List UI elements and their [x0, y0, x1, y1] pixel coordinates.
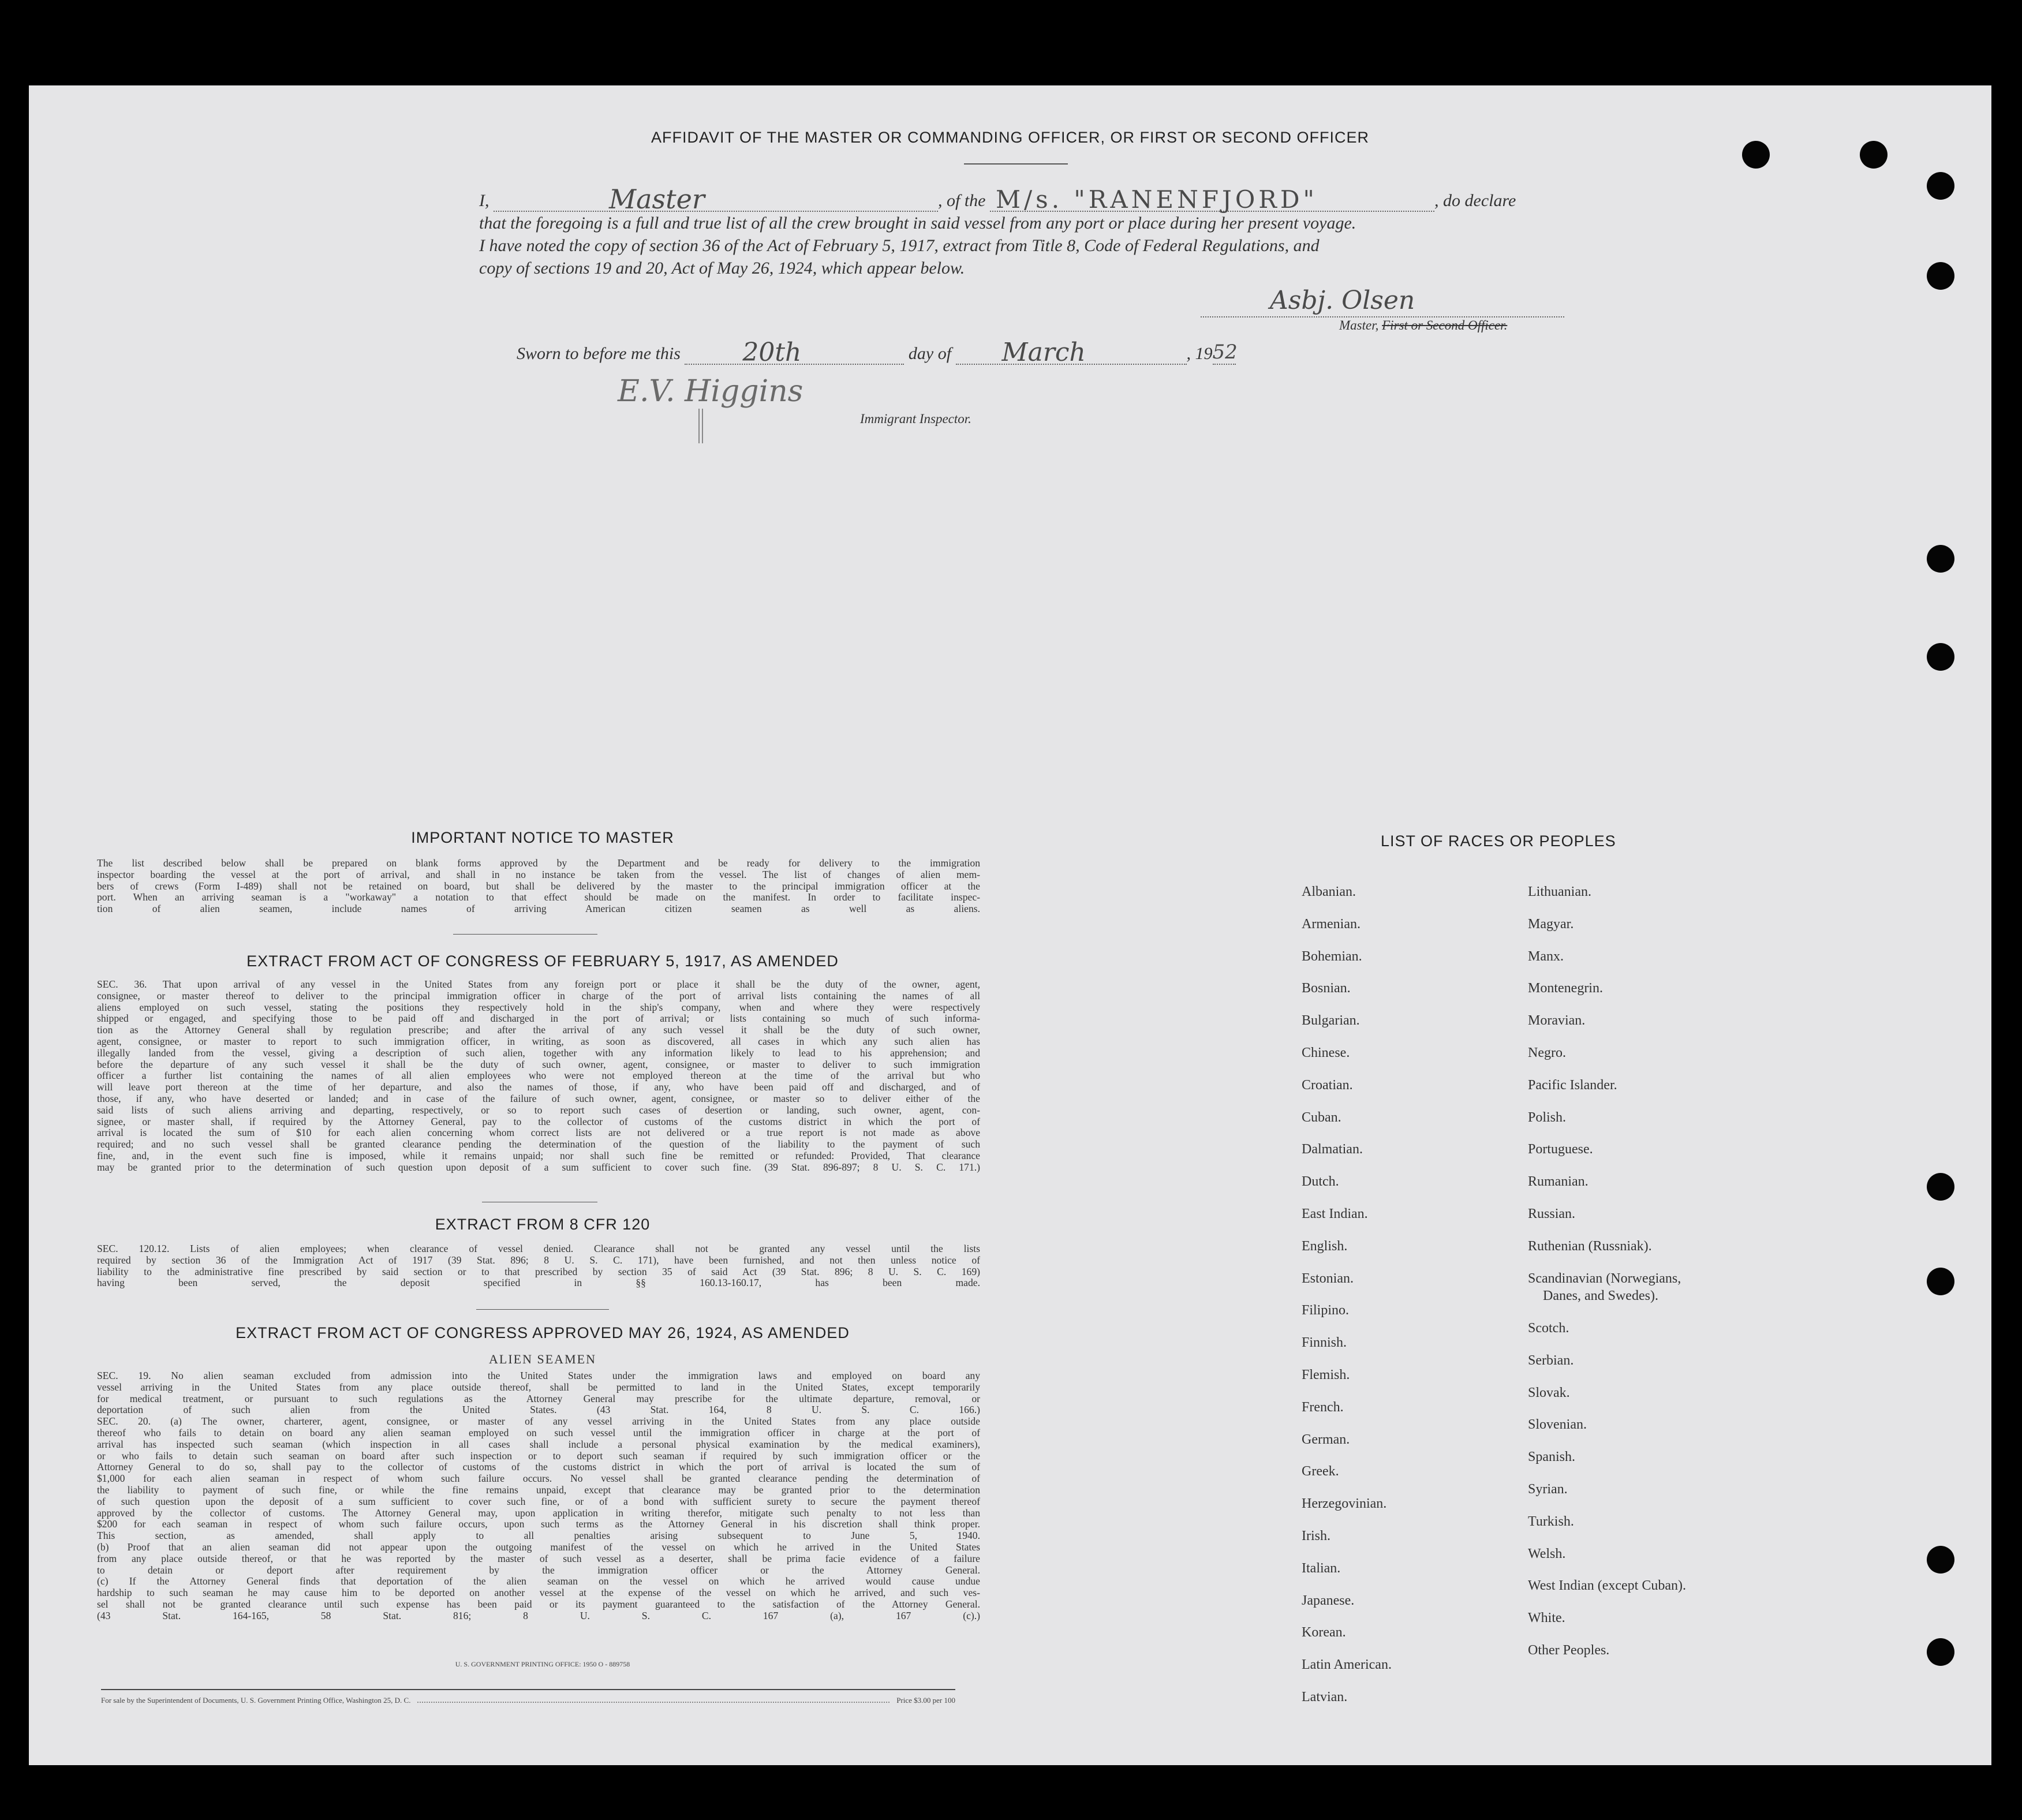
act1924-line: hardship to such seaman he may cause him to be deported on another vessel at the expense of the vessel on which he arrived, and such ves- [97, 1587, 980, 1599]
race-item: Danes, and Swedes). [1543, 1288, 1658, 1304]
race-item: Scandinavian (Norwegians, [1528, 1270, 1681, 1286]
race-item: French. [1302, 1399, 1344, 1415]
notice-line: inspector boarding the vessel at the port of arrival, and shall in no instance be taken from the vessel. The list of changes of alien mem- [97, 869, 980, 880]
year-prefix: , 19 [1186, 344, 1213, 363]
race-item: Dutch. [1302, 1174, 1339, 1190]
footer-sale-note: For sale by the Superintendent of Documents, U. S. Government Printing Office, Washington 25, D. C. [101, 1696, 411, 1705]
race-item: Japanese. [1302, 1593, 1355, 1608]
race-item: Other Peoples. [1528, 1643, 1610, 1658]
race-item: Ruthenian (Russniak). [1528, 1238, 1652, 1254]
act1917-title: EXTRACT FROM ACT OF CONGRESS OF FEBRUARY 5, 1917, AS AMENDED [246, 952, 839, 970]
notice-title: IMPORTANT NOTICE TO MASTER [411, 829, 674, 846]
cfr-divider [476, 1309, 609, 1310]
inspector-signature-flourish [698, 409, 703, 443]
race-item: Syrian. [1528, 1482, 1568, 1497]
race-item: Korean. [1302, 1625, 1346, 1640]
race-item: Magyar. [1528, 916, 1574, 932]
position-handwritten: Master [609, 184, 705, 215]
race-item: Irish. [1302, 1528, 1330, 1544]
notice-divider [453, 934, 597, 935]
act1924-line: Attorney General to do so, shall pay to the collector of customs of the customs district in which the port of arrival is located the sum of [97, 1462, 980, 1473]
affidavit-line-3: I have noted the copy of section 36 of the Act of February 5, 1917, extract from Title 8, Code of Federal Regulations, and [479, 236, 1320, 255]
act1924-line: (c) If the Attorney General finds that deportation of the alien seaman on the vessel on which he arrived would cause undue [97, 1576, 980, 1587]
cfr-line: liability to the administrative fine prescribed by said section or to that prescribed by section 35 of said Act (39 Stat. 896; 8 U. S. C. 169) [97, 1266, 980, 1277]
punch-hole [1927, 643, 1954, 671]
notice-body [97, 858, 980, 915]
race-item: Negro. [1528, 1045, 1566, 1060]
act1924-line: arrival has inspected such seaman (which inspection in all cases shall include a personal physical examination by the medical examiners), [97, 1438, 980, 1450]
form-title: AFFIDAVIT OF THE MASTER OR COMMANDING OFFICER, OR FIRST OR SECOND OFFICER [651, 129, 1370, 146]
race-item: Slovenian. [1528, 1417, 1587, 1433]
punch-hole [1927, 172, 1954, 200]
vessel-handwritten: M/s. "RANENFJORD" [996, 185, 1318, 214]
punch-hole [1742, 141, 1770, 169]
race-item: Latin American. [1302, 1657, 1392, 1673]
race-item: Filipino. [1302, 1303, 1350, 1318]
race-item: Bosnian. [1302, 981, 1351, 996]
act1917-line: those, if any, who have deserted or landed; and in case of the failure of such owner, agent, consignee, or master so to deliver either of the [97, 1093, 980, 1104]
race-item: East Indian. [1302, 1206, 1368, 1221]
act1917-line: will leave port thereon at the time of her departure, and also the names of those, if any, who have been paid off and discharged, and of [97, 1082, 980, 1093]
punch-hole [1927, 545, 1954, 573]
footer-price: Price $3.00 per 100 [896, 1696, 955, 1705]
race-item: Croatian. [1302, 1077, 1353, 1093]
act1924-line: or who fails to detain such seaman on board after such inspection or to deport such seaman if required by such immigration officer or the [97, 1450, 980, 1462]
act1924-line: for medical treatment, or pursuant to such regulations as the Attorney General may prescribe for the ultimate departure, removal, or [97, 1393, 980, 1404]
act1924-line: This section, as amended, shall apply to all penalties arising subsequent to June 5, 1940. [97, 1530, 980, 1542]
act1924-line: of such question upon the deposit of a sum sufficient to cover such fine, or of a bond with sufficient surety to secure the payment thereof [97, 1496, 980, 1507]
act1924-line: sel shall not be granted clearance until such expense has been paid or its payment guaranteed to the satisfaction of the Attorney General. [97, 1598, 980, 1610]
affidavit-line-2: that the foregoing is a full and true list of all the crew brought in said vessel from any port or place during her present voyage. [479, 214, 1356, 233]
inspector-label: Immigrant Inspector. [860, 412, 971, 426]
punch-hole [1927, 1268, 1954, 1295]
sworn-day-field [685, 338, 904, 367]
race-item: Moravian. [1528, 1013, 1586, 1029]
act1924-line: to detain or deport after requirement by the immigration officer or the Attorney General. [97, 1564, 980, 1576]
do-declare-label: , do declare [1434, 191, 1516, 210]
master-signature-line [1201, 286, 1564, 317]
act1924-line: SEC. 20. (a) The owner, charterer, agent, consignee, or master of any vessel arriving in the United States from any place outside [97, 1416, 980, 1427]
footer [101, 1696, 955, 1705]
footer-rule [101, 1689, 955, 1690]
race-item: Russian. [1528, 1206, 1576, 1221]
act1924-line: $200 for each seaman in respect of whom such failure occurs, upon such terms as the Attorney General in his discretion shall think proper. [97, 1519, 980, 1530]
act1917-line: officer a further list containing the names of all alien employees who were not employed thereon at the time of the arrival but who [97, 1070, 980, 1082]
race-item: Chinese. [1302, 1045, 1350, 1060]
printing-office-note: U. S. GOVERNMENT PRINTING OFFICE: 1950 O - 889758 [455, 1660, 630, 1668]
act1917-line: illegally landed from the vessel, giving a description of such alien, together with any information likely to lead to his apprehension; and [97, 1047, 980, 1059]
race-item: Dalmatian. [1302, 1142, 1363, 1157]
punch-hole [1860, 141, 1888, 169]
punch-hole [1927, 1638, 1954, 1666]
year-handwritten: 52 [1212, 341, 1238, 364]
act1924-line: deportation of such alien from the United States. (43 Stat. 164, 8 U. S. C. 166.) [97, 1404, 980, 1416]
footer-leader-dots [417, 1696, 889, 1703]
race-item: Lithuanian. [1528, 884, 1591, 899]
act1917-line: aliens employed on such vessel, stating the positions they respectively hold in the ship's company, when and where they were respectively [97, 1001, 980, 1013]
act1924-line: approved by the collector of customs. The Attorney General may, upon application in writing therefor, mitigate such penalty to not less than [97, 1507, 980, 1519]
act1924-line: (b) Proof that an alien seaman did not appear upon the outgoing manifest of the vessel on which he arrived in the United States [97, 1541, 980, 1553]
race-item: Estonian. [1302, 1270, 1354, 1286]
act1924-title: EXTRACT FROM ACT OF CONGRESS APPROVED MAY 26, 1924, AS AMENDED [236, 1324, 850, 1341]
act1917-line: may be granted prior to the determination of such question upon deposit of a sum sufficient to cover such fine. (39 Stat. 896-897; 8 U. S. C. 171.) [97, 1161, 980, 1173]
race-item: Armenian. [1302, 916, 1361, 932]
punch-hole [1927, 1546, 1954, 1574]
act1924-line: (43 Stat. 164-165, 58 Stat. 816; 8 U. S. C. 167 (a), 167 (c).) [97, 1610, 980, 1621]
act1924-body [97, 1370, 980, 1622]
race-item: Spanish. [1528, 1449, 1576, 1465]
race-item: West Indian (except Cuban). [1528, 1578, 1686, 1594]
race-item: Bohemian. [1302, 948, 1362, 964]
act1917-line: SEC. 36. That upon arrival of any vessel in the United States from any foreign port or place it shall be the duty of the owner, agent, [97, 979, 980, 990]
cfr-line: SEC. 120.12. Lists of alien employees; when clearance of vessel denied. Clearance shall not be granted any vessel until the lists [97, 1243, 980, 1254]
inspector-signature: E.V. Higgins [618, 374, 803, 409]
race-item: Herzegovinian. [1302, 1496, 1387, 1512]
day-of-label: day of [908, 344, 952, 363]
act1924-line: from any place outside thereof, or that he was reported by the master of such vessel as a deserter, shall be prima facie evidence of a failure [97, 1553, 980, 1564]
act1917-line: signee, or master shall, if required by the Attorney General, pay to the collector of customs of the customs district in which the port of [97, 1116, 980, 1127]
act1924-line: SEC. 19. No alien seaman excluded from admission into the United States under the immigration laws and employed on board any [97, 1370, 980, 1381]
alien-seamen-subtitle: ALIEN SEAMEN [489, 1352, 596, 1366]
race-item: English. [1302, 1238, 1348, 1254]
act1917-line: arrival is located the sum of $10 for each alien concerning whom correct lists are not delivered or a true report is not made as above [97, 1127, 980, 1139]
notice-line: The list described below shall be prepared on blank forms approved by the Department and be ready for delivery to the immigration [97, 858, 980, 869]
race-item: Finnish. [1302, 1335, 1347, 1351]
race-item: Scotch. [1528, 1321, 1569, 1336]
act1917-line: required; and no such vessel shall be granted clearance pending the determination of the question of the liability to the payment of such [97, 1139, 980, 1150]
affidavit-line-4: copy of sections 19 and 20, Act of May 26, 1924, which appear below. [479, 259, 965, 278]
act1924-line: $1,000 for each alien seaman in respect of whom such failure occurs. No vessel shall be granted clearance pending the determination of [97, 1473, 980, 1485]
race-item: Montenegrin. [1528, 981, 1603, 996]
race-item: Bulgarian. [1302, 1013, 1360, 1029]
race-item: Rumanian. [1528, 1174, 1589, 1190]
race-item: Italian. [1302, 1560, 1341, 1576]
sworn-day-handwritten: 20th [742, 338, 802, 367]
act1917-line: shipped or engaged, and specifying those to be paid off and discharged in the port of arrival; or lists containing so much of such informa- [97, 1013, 980, 1025]
race-item: Welsh. [1528, 1546, 1566, 1561]
act1917-line: tion as the Attorney General shall by regulation prescribe; and after the arrival of any such vessel it shall be the duty of such owner, [97, 1025, 980, 1036]
act1917-line: consignee, or master thereof to deliver to the principal immigration officer in charge of the port of arrival lists containing the names of all [97, 990, 980, 1001]
signature-role [1339, 318, 1507, 333]
affidavit-line-1 [479, 184, 1795, 215]
race-item: Polish. [1528, 1109, 1567, 1125]
act1924-line: thereof who fails to detain on board any alien seaman employed on such vessel until the immigration officer in charge at the port of [97, 1427, 980, 1438]
cfr-title: EXTRACT FROM 8 CFR 120 [435, 1216, 651, 1233]
act1917-line: fine, and, in the event such fine is imposed, while it remains unpaid; nor shall such fine be remitted or refunded: Provided, That clearance [97, 1150, 980, 1161]
race-item: Greek. [1302, 1464, 1339, 1479]
of-the-label: , of the [938, 191, 986, 210]
act1917-line: said lists of such aliens arriving and departing, respectively, or so to report such cases of desertion or landing, such owner, agent, con- [97, 1104, 980, 1116]
race-item: White. [1528, 1610, 1565, 1626]
notice-line: tion of alien seamen, include names of arriving American citizen seamen as well as aliens. [97, 903, 980, 915]
form-page [29, 85, 1991, 1765]
punch-hole [1927, 1173, 1954, 1201]
race-item: Slovak. [1528, 1385, 1570, 1400]
race-item: Portuguese. [1528, 1142, 1593, 1157]
cfr-line: having been served, the deposit specified in §§ 160.13-160.17, has been made. [97, 1277, 980, 1289]
sworn-line [517, 338, 1238, 367]
i-label: I, [479, 191, 489, 210]
cfr-body [97, 1243, 980, 1289]
race-item: Cuban. [1302, 1109, 1341, 1125]
role-master: Master, [1339, 318, 1379, 332]
title-divider [964, 163, 1068, 165]
sworn-month-handwritten: March [1001, 338, 1086, 367]
race-item: Flemish. [1302, 1367, 1350, 1382]
race-item: Turkish. [1528, 1513, 1574, 1529]
race-item: Pacific Islander. [1528, 1077, 1617, 1093]
punch-hole [1927, 262, 1954, 290]
position-field [494, 184, 938, 215]
race-item: Albanian. [1302, 884, 1356, 899]
cfr-line: required by section 36 of the Immigration Act of 1917 (39 Stat. 896; 8 U. S. C. 171), have been furnished, and not then unless notice of [97, 1254, 980, 1266]
race-item: Manx. [1528, 948, 1564, 964]
race-item: Serbian. [1528, 1352, 1574, 1368]
notice-line: bers of crews (Form I-489) shall not be retained on board, but shall be delivered by the master to the principal immigration officer at the [97, 880, 980, 892]
role-struck-officers: First or Second Officer. [1382, 318, 1508, 332]
notice-line: port. When an arriving seaman is a "workaway" a notation to that effect should be made on the manifest. In order to facilitate inspec- [97, 892, 980, 903]
vessel-field [990, 185, 1434, 214]
act1924-line: the liability to payment of such fine, or while the fine remains unpaid, except that clearance may be granted prior to the determination [97, 1484, 980, 1496]
act1924-line: vessel arriving in the United States from any place outside thereof, shall be permitted to land in the United States, except temporarily [97, 1381, 980, 1393]
sworn-month-field [956, 338, 1187, 367]
race-item: Latvian. [1302, 1690, 1348, 1705]
race-item: German. [1302, 1432, 1350, 1447]
master-signature: Asbj. Olsen [1270, 286, 1415, 315]
act1917-line: agent, consignee, or master to report to such immigration officer, in writing, as soon as discovered, all cases in which any such alien has [97, 1036, 980, 1047]
affidavit-block [479, 184, 1795, 279]
act1917-line: before the departure of any such vessel it shall be the duty of such owner, agent, consignee, or master to deliver to such immigration [97, 1059, 980, 1070]
sworn-label: Sworn to before me this [517, 344, 681, 363]
year-field [1212, 341, 1238, 365]
act1917-body [97, 979, 980, 1174]
races-title: LIST OF RACES OR PEOPLES [1381, 832, 1616, 850]
